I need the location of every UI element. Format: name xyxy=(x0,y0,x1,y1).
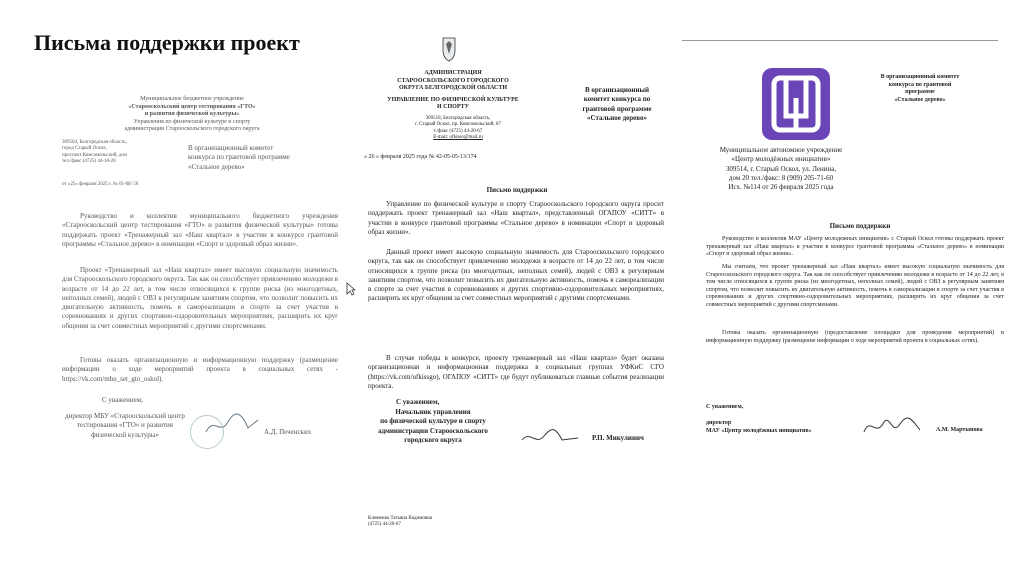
letter3-heading: Письмо поддержки xyxy=(829,222,891,230)
letter1-signer-title: директор МБУ «Старооскольский центр тестирования «ГТО» и развития физической культуры» xyxy=(65,412,185,439)
letter1-paragraph-2: Проект «Тренажерный зал «Наш квартал» имеет высокую социальную значимость для Старооскольского городского округа. Так как он способствует привлечению молодежи в возрасте от 14 до 22 лет, в том числе относящихся к группе риска (из многодетных, неполных семей), людей с ОВЗ к регулярным занятиям спортом, что позволит повысить их двигательную активность, помочь в самореализации в спорте за счет участия в соревнованиях и других спортивно-оздоровительных мероприятиях, расширить их круг общения за счет совместных мероприятий с другими спортсменами. xyxy=(62,266,338,330)
letter2-ref: « 26 » февраля 2025 года № 42-05-05-13/174 xyxy=(364,154,477,160)
letter3-paragraph-1: Руководство и коллектив МАУ «Центр молодежных инициатив» г. Старый Оскол готовы поддержать проект тренажерный зал «Наш квартал» в участии в конкурсе грантовой программы «Стальное дерево» в номинации «Спорт и здоровый образ жизни». xyxy=(706,236,1004,258)
support-letter-gto xyxy=(32,70,350,460)
letter3-paragraph-2: Мы считаем, что проект тренажерный зал «Наш квартал» имеет высокую социальную значимость для Старооскольского городского округа. Так как он способствует привлечению молодежи в возрасте от 14 до 22 лет, в том числе относящихся к группе риска (из многодетных, неполных семей), людей с ОВЗ к регулярным занятиям спортом, что позволит повысить их двигательную активность, помочь в самореализации в спорте за счет участия в соревнованиях и других спортивно-оздоровительных мероприятиях, расширить их круг общения за счет совместных мероприятий с другими спортсменами. xyxy=(706,264,1004,308)
letter2-address: 309518, Белгородская область, г. Старый Оскол, пр. Комсомольский, 67 т./факс (4725) 44-20-67 E-mail: ufkisso@mail.ru xyxy=(388,116,528,142)
letter2-recipient: В организационный комитет конкурса по грантовой программе «Стальное дерево» xyxy=(582,86,652,122)
letter1-address: 309504, Белгородская область, город Старый Оскол, проспект Комсомольский, дом тел./факс (4725) 44-18-20 xyxy=(62,140,127,165)
letter2-signer-title: Начальник управления по физической культуре и спорту администрации Старооскольского городского округа xyxy=(378,408,488,444)
letter2-email-link[interactable]: E-mail: ufkisso@mail.ru xyxy=(433,135,483,141)
support-letter-youth-center xyxy=(690,60,1020,460)
letter2-paragraph-1: Управление по физической культуре и спорту Старооскольского городского округа просит поддержать проект тренажерный зал «Наш квартал», представленный ОГАПОУ «СИТТ» в участии в конкурсе грантовой программы «Стальное дерево» в номинации «Спорт и здоровый образ жизни». xyxy=(368,200,664,236)
letter2-closing: С уважением, xyxy=(396,398,440,406)
letter1-closing: С уважением, xyxy=(102,396,143,404)
letter3-org-header: Муниципальное автономное учреждение «Центр молодёжных инициатив» 309514, г. Старый Оскол, ул. Ленина, дом 20 тел./факс: 8 (909) 205-71-60 Исх. №114 от 26 февраля 2025 года xyxy=(719,146,843,192)
letter1-org-header: Муниципальное бюджетное учреждение «Старооскольский центр тестирования «ГТО» и развития физической культуры» Управления по физической культуре и спорту администрации Старооскольского городского округа xyxy=(124,96,260,133)
letter2-org-header: АДМИНИСТРАЦИЯ СТАРООСКОЛЬСКОГО ГОРОДСКОГО ОКРУГА БЕЛГОРОДСКОЙ ОБЛАСТИ УПРАВЛЕНИЕ ПО ФИЗИЧЕСКОЙ КУЛЬТУРЕ И СПОРТУ xyxy=(387,70,519,111)
youth-center-logo-icon xyxy=(762,68,830,140)
letter2-heading: Письмо поддержки xyxy=(486,186,548,194)
letter2-paragraph-3: В случае победы в конкурсе, проекту тренажерный зал «Наш квартал» будет оказана организационная и информационная поддержка в социальных группах УФКиС СГО (https://vk.com/ufkissgo), ОГАПОУ «СИТТ» где будут публиковаться главные события реализации проекта. xyxy=(368,354,664,390)
letter3-paragraph-3: Готовы оказать организационную (предоставление площадки для проведения мероприятий) и информационную поддержку (размещение информации о ходе мероприятий проекта в социальных сетях). xyxy=(706,330,1004,344)
letter3-signer-name: А.М. Мартынова xyxy=(936,427,983,433)
letter2-signer-name: Р.П. Микулинич xyxy=(592,434,644,442)
letter3-closing: С уважением, xyxy=(706,404,744,410)
signature-scribble-2 xyxy=(520,426,580,448)
title-divider xyxy=(668,40,998,41)
mouse-cursor-icon xyxy=(346,282,356,296)
stamp-mark xyxy=(190,415,224,449)
letter1-recipient: В организационный комитет конкурса по грантовой программе «Стальное дерево» xyxy=(188,144,290,171)
letter2-footer: Клименко Татьяна Вадимовна (4725) 44-20-67 xyxy=(368,516,433,528)
letter1-paragraph-1: Руководство и коллектив муниципального бюджетного учреждения «Старооскольский центр тестирования «ГТО» и развития физической культуры» готовы поддержать проект «Тренажерный зал «Наш квартал» в участии в конкурсе грантовой программы «Стальное дерево» в номинации «Спорт и здоровый образ жизни». xyxy=(62,212,338,248)
support-letter-sport-department xyxy=(352,36,682,556)
letter3-recipient: В организационный комитет конкурса по грантовой программе «Стальное дерево» xyxy=(880,74,960,103)
letter1-signer-name: А.Д. Печенских xyxy=(264,428,312,436)
letter1-paragraph-3: Готовы оказать организационную и информационную поддержку (размещение информации о ходе мероприятий проекта в социальных сетях -https://vk.com/mbu_set_gto_oskol). xyxy=(62,356,338,383)
letter3-signer-title: директор МАУ «Центр молодёжных инициатив» xyxy=(706,420,812,434)
slide-title: Письма поддержки проект xyxy=(34,30,300,55)
letter1-ref: от «25» февраля 2025 г. № 01-08/ 56 xyxy=(62,182,139,187)
coat-of-arms-icon xyxy=(442,36,456,62)
letter2-paragraph-2: Данный проект имеет высокую социальную значимость для Старооскольского городского округа, так как он способствует привлечению молодежи в возрасте от 14 до 22 лет, в том числе относящихся к группе риска (из многодетных, неполных семей), людей с ОВЗ к регулярным занятиям спортом, что позволит повысить их двигательную активность, помочь в самореализации в спорте за счет участия в соревнованиях и других спортивно-оздоровительных мероприятиях, расширить их круг общения за счет совместных мероприятий с другими спортсменами. xyxy=(368,248,664,303)
signature-scribble-3 xyxy=(862,414,922,440)
